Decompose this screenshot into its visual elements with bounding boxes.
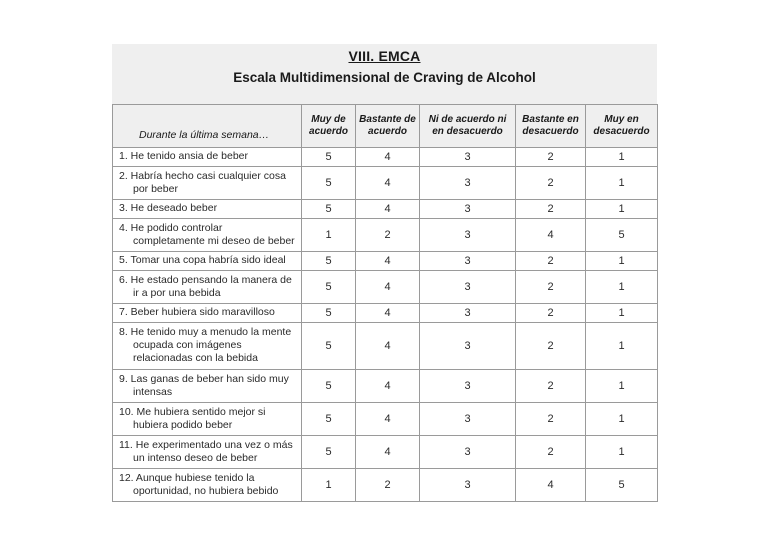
rating-cell[interactable]: 4 bbox=[356, 271, 420, 304]
rating-cell[interactable]: 1 bbox=[586, 148, 658, 167]
rating-cell[interactable]: 2 bbox=[356, 469, 420, 502]
rating-cell[interactable]: 3 bbox=[420, 271, 516, 304]
rating-cell[interactable]: 1 bbox=[302, 219, 356, 252]
rating-cell[interactable]: 1 bbox=[302, 469, 356, 502]
item-text: 11. He experimentado una vez o más un intenso deseo de beber bbox=[119, 438, 293, 464]
item-text: 6. He estado pensando la manera de ir a por una bebida bbox=[119, 273, 292, 299]
item-label bbox=[113, 200, 302, 219]
rating-cell[interactable]: 5 bbox=[302, 304, 356, 323]
header-bastante-de-acuerdo: Bastante de acuerdo bbox=[356, 105, 420, 148]
table-row bbox=[113, 403, 658, 436]
rating-cell[interactable]: 1 bbox=[586, 200, 658, 219]
item-label bbox=[113, 403, 302, 436]
table-row bbox=[113, 436, 658, 469]
rating-cell[interactable]: 1 bbox=[586, 436, 658, 469]
table-row bbox=[113, 200, 658, 219]
rating-cell[interactable]: 4 bbox=[356, 403, 420, 436]
rating-cell[interactable]: 4 bbox=[356, 370, 420, 403]
rating-cell[interactable]: 3 bbox=[420, 370, 516, 403]
rating-cell[interactable]: 4 bbox=[356, 148, 420, 167]
rating-cell[interactable]: 2 bbox=[516, 167, 586, 200]
item-label bbox=[113, 167, 302, 200]
rating-cell[interactable]: 5 bbox=[302, 252, 356, 271]
table-row bbox=[113, 271, 658, 304]
rating-cell[interactable]: 5 bbox=[302, 148, 356, 167]
item-label bbox=[113, 219, 302, 252]
item-text: 2. Habría hecho casi cualquier cosa por beber bbox=[119, 169, 286, 195]
rating-cell[interactable]: 3 bbox=[420, 403, 516, 436]
table-row bbox=[113, 252, 658, 271]
item-label bbox=[113, 370, 302, 403]
table-header-row bbox=[113, 105, 658, 148]
item-label bbox=[113, 271, 302, 304]
rating-cell[interactable]: 3 bbox=[420, 200, 516, 219]
rating-cell[interactable]: 2 bbox=[516, 370, 586, 403]
rating-cell[interactable]: 3 bbox=[420, 148, 516, 167]
rating-cell[interactable]: 1 bbox=[586, 370, 658, 403]
header-bastante-en-desacuerdo: Bastante en desacuerdo bbox=[516, 105, 586, 148]
rating-cell[interactable]: 4 bbox=[356, 436, 420, 469]
item-label bbox=[113, 252, 302, 271]
item-label bbox=[113, 436, 302, 469]
table-row bbox=[113, 148, 658, 167]
item-text: 5. Tomar una copa habría sido ideal bbox=[119, 254, 286, 266]
item-text: 1. He tenido ansia de beber bbox=[119, 150, 249, 162]
item-text: 9. Las ganas de beber han sido muy intensas bbox=[119, 372, 289, 398]
item-text: 12. Aunque hubiese tenido la oportunidad, no hubiera bebido bbox=[119, 471, 279, 497]
item-text: 10. Me hubiera sentido mejor si hubiera podido beber bbox=[119, 405, 266, 431]
rating-cell[interactable]: 4 bbox=[516, 469, 586, 502]
rating-cell[interactable]: 2 bbox=[516, 200, 586, 219]
rating-cell[interactable]: 1 bbox=[586, 271, 658, 304]
rating-cell[interactable]: 5 bbox=[302, 271, 356, 304]
rating-cell[interactable]: 2 bbox=[516, 436, 586, 469]
rating-cell[interactable]: 2 bbox=[516, 403, 586, 436]
rating-cell[interactable]: 2 bbox=[516, 304, 586, 323]
rating-cell[interactable]: 5 bbox=[302, 167, 356, 200]
rating-cell[interactable]: 4 bbox=[356, 252, 420, 271]
rating-cell[interactable]: 1 bbox=[586, 252, 658, 271]
rating-cell[interactable]: 1 bbox=[586, 323, 658, 370]
rating-cell[interactable]: 5 bbox=[586, 469, 658, 502]
scale-subtitle: Escala Multidimensional de Craving de Alcohol bbox=[233, 70, 536, 85]
rating-cell[interactable]: 2 bbox=[516, 148, 586, 167]
rating-cell[interactable]: 2 bbox=[356, 219, 420, 252]
table-row bbox=[113, 370, 658, 403]
item-text: 3. He deseado beber bbox=[119, 202, 218, 214]
item-label bbox=[113, 304, 302, 323]
table-row bbox=[113, 469, 658, 502]
rating-cell[interactable]: 3 bbox=[420, 167, 516, 200]
rating-cell[interactable]: 3 bbox=[420, 436, 516, 469]
rating-cell[interactable]: 2 bbox=[516, 323, 586, 370]
rating-cell[interactable]: 4 bbox=[356, 304, 420, 323]
rating-table bbox=[112, 104, 658, 502]
table-row bbox=[113, 167, 658, 200]
table-row bbox=[113, 219, 658, 252]
rating-cell[interactable]: 3 bbox=[420, 219, 516, 252]
rating-cell[interactable]: 3 bbox=[420, 469, 516, 502]
rating-cell[interactable]: 3 bbox=[420, 252, 516, 271]
rating-cell[interactable]: 1 bbox=[586, 167, 658, 200]
item-text: 4. He podido controlar completamente mi deseo de beber bbox=[119, 221, 295, 247]
rating-cell[interactable]: 2 bbox=[516, 271, 586, 304]
rating-cell[interactable]: 3 bbox=[420, 304, 516, 323]
rating-cell[interactable]: 4 bbox=[356, 200, 420, 219]
header-muy-de-acuerdo: Muy de acuerdo bbox=[302, 105, 356, 148]
header-muy-en-desacuerdo: Muy en desacuerdo bbox=[586, 105, 658, 148]
table-row bbox=[113, 304, 658, 323]
rating-cell[interactable]: 4 bbox=[516, 219, 586, 252]
rating-cell[interactable]: 4 bbox=[356, 167, 420, 200]
table-row bbox=[113, 323, 658, 370]
rating-cell[interactable]: 2 bbox=[516, 252, 586, 271]
rating-cell[interactable]: 5 bbox=[302, 403, 356, 436]
rating-cell[interactable]: 5 bbox=[302, 436, 356, 469]
questionnaire-panel bbox=[112, 44, 657, 499]
item-label bbox=[113, 148, 302, 167]
header-ni-de-acuerdo: Ni de acuerdo ni en desacuerdo bbox=[420, 105, 516, 148]
item-text: 8. He tenido muy a menudo la mente ocupada con imágenes relacionadas con la bebida bbox=[119, 326, 292, 364]
rating-cell[interactable]: 1 bbox=[586, 304, 658, 323]
item-text: 7. Beber hubiera sido maravilloso bbox=[119, 306, 275, 318]
rating-cell[interactable]: 5 bbox=[302, 323, 356, 370]
scale-title: VIII. EMCA bbox=[348, 48, 421, 64]
rating-cell[interactable]: 3 bbox=[420, 323, 516, 370]
header-intro: Durante la última semana… bbox=[113, 105, 302, 148]
rating-cell[interactable]: 1 bbox=[586, 403, 658, 436]
item-label bbox=[113, 323, 302, 370]
rating-cell[interactable]: 5 bbox=[302, 200, 356, 219]
rating-cell[interactable]: 5 bbox=[302, 370, 356, 403]
rating-cell[interactable]: 4 bbox=[356, 323, 420, 370]
rating-cell[interactable]: 5 bbox=[586, 219, 658, 252]
item-label bbox=[113, 469, 302, 502]
